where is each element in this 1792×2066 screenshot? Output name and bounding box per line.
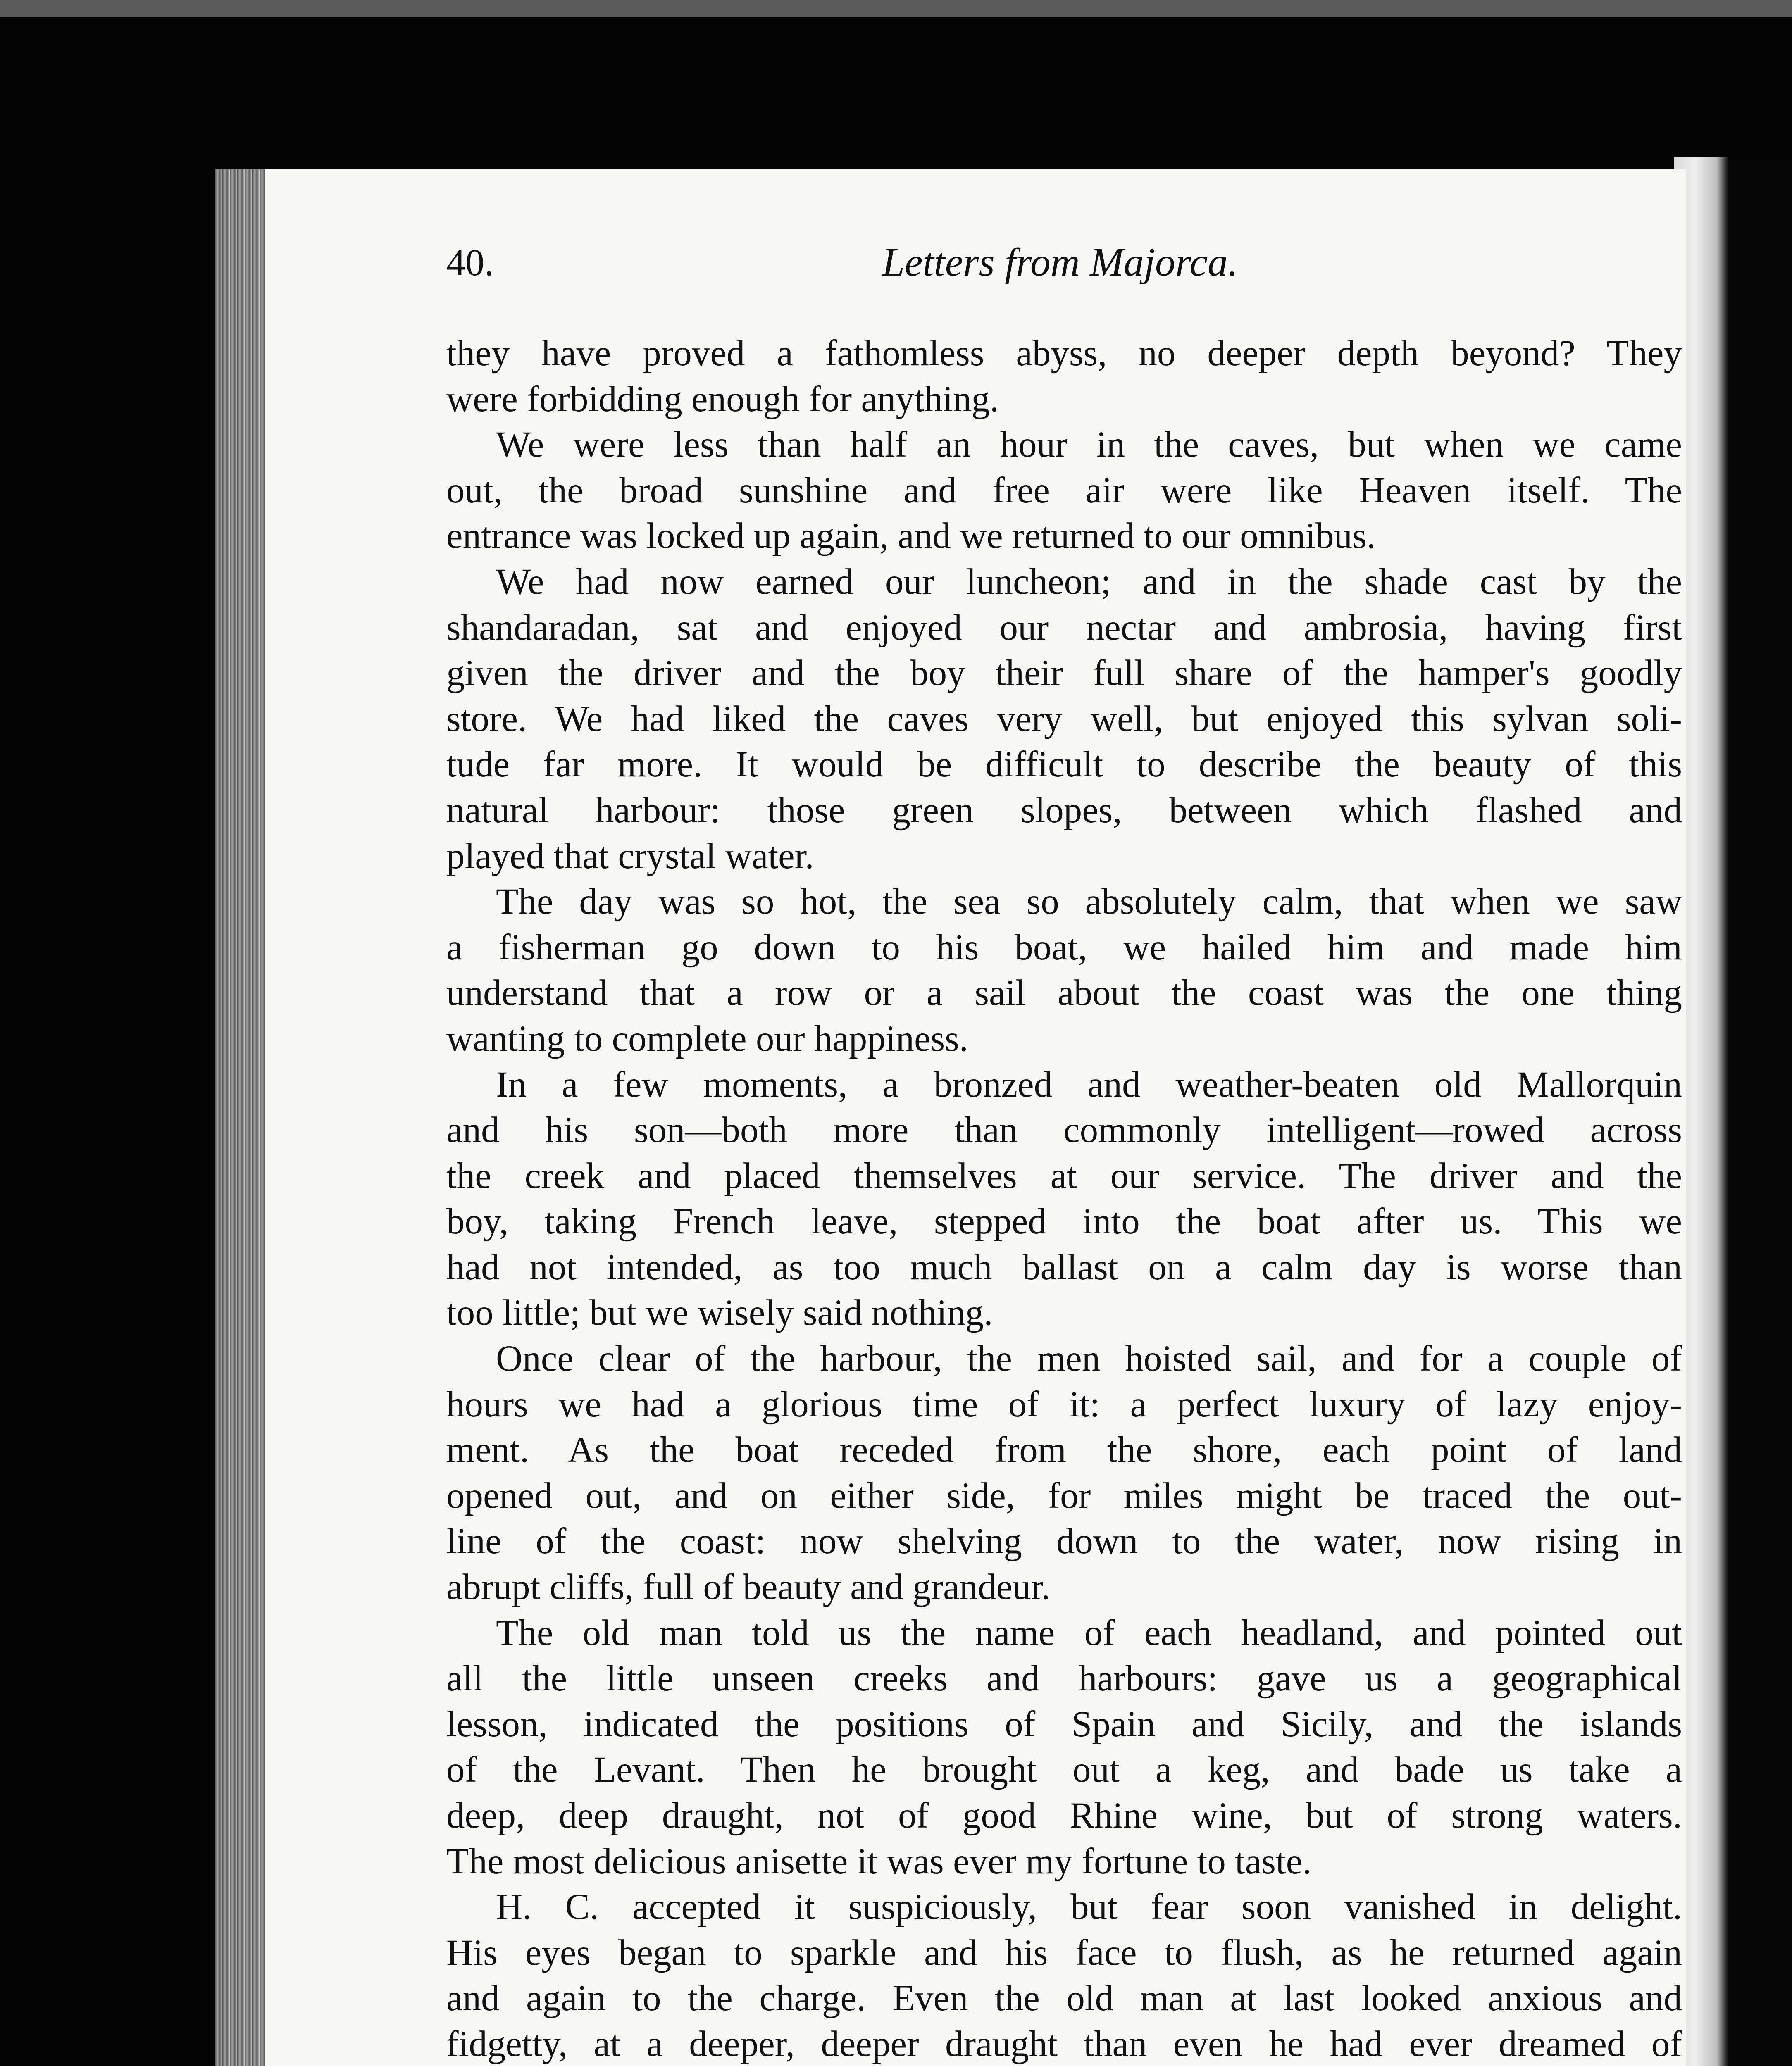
text-line: were forbidding enough for anything.: [446, 378, 999, 419]
text-line: Once clear of the harbour, the men hoisted sail, and for a couple of: [496, 1338, 1682, 1379]
text-line: given the driver and the boy their full share of the hamper's goodly: [446, 653, 1682, 694]
paragraph: [446, 1884, 1682, 2066]
text-line: and again to the charge. Even the old man at last looked anxious and: [446, 1978, 1682, 2019]
text-line: understand that a row or a sail about the coast was the one thing: [446, 973, 1682, 1014]
text-line: entrance was locked up again, and we returned to our omnibus.: [446, 516, 1376, 557]
text-line: hours we had a glorious time of it: a perfect luxury of lazy enjoy-: [446, 1384, 1682, 1425]
text-line: out, the broad sunshine and free air were like Heaven itself. The: [446, 470, 1682, 511]
text-line: H. C. accepted it suspiciously, but fear soon vanished in delight.: [496, 1887, 1682, 1928]
text-line: store. We had liked the caves very well, but enjoyed this sylvan soli-: [446, 698, 1682, 739]
text-line: deep, deep draught, not of good Rhine wine, but of strong waters.: [446, 1795, 1682, 1836]
text-line: We were less than half an hour in the caves, but when we came: [496, 424, 1682, 465]
paragraph: [446, 559, 1682, 879]
text-line: natural harbour: those green slopes, between which flashed and: [446, 790, 1682, 831]
running-title: Letters from Majorca.: [882, 240, 1238, 285]
text-line: abrupt cliffs, full of beauty and grandeur.: [446, 1567, 1051, 1608]
text-line: line of the coast: now shelving down to the water, now rising in: [446, 1521, 1682, 1562]
paragraph: [446, 331, 1682, 422]
text-line: ment. As the boat receded from the shore, each point of land: [446, 1430, 1682, 1471]
body-text: [446, 331, 1682, 2066]
text-line: In a few moments, a bronzed and weather-beaten old Mallorquin: [496, 1064, 1682, 1105]
text-line: tude far more. It would be difficult to describe the beauty of this: [446, 744, 1682, 785]
text-line: the creek and placed themselves at our service. The driver and the: [446, 1155, 1682, 1196]
scan-top-edge: [0, 0, 1792, 17]
paragraph: [446, 1336, 1682, 1610]
text-line: The day was so hot, the sea so absolutely calm, that when we saw: [496, 881, 1682, 922]
paragraph: [446, 879, 1682, 1062]
text-line: a fisherman go down to his boat, we hailed him and made him: [446, 927, 1682, 968]
text-line: His eyes began to sparkle and his face to flush, as he returned again: [446, 1932, 1682, 1973]
text-line: We had now earned our luncheon; and in the shade cast by the: [496, 561, 1682, 602]
text-line: The most delicious anisette it was ever my fortune to taste.: [446, 1841, 1312, 1882]
text-line: shandaradan, sat and enjoyed our nectar and ambrosia, having first: [446, 607, 1682, 648]
text-line: of the Levant. Then he brought out a keg, and bade us take a: [446, 1749, 1682, 1790]
text-line: The old man told us the name of each headland, and pointed out: [496, 1612, 1682, 1653]
text-line: and his son—both more than commonly intelligent—rowed across: [446, 1110, 1682, 1151]
text-line: wanting to complete our happiness.: [446, 1018, 969, 1059]
page-number: 40.: [446, 241, 494, 283]
paragraph: [446, 1062, 1682, 1336]
paragraph: [446, 422, 1682, 559]
text-line: played that crystal water.: [446, 835, 814, 876]
text-line: all the little unseen creeks and harbours: gave us a geographical: [446, 1658, 1682, 1699]
text-line: opened out, and on either side, for miles might be traced the out-: [446, 1475, 1682, 1516]
text-line: lesson, indicated the positions of Spain and Sicily, and the islands: [446, 1704, 1682, 1745]
text-line: they have proved a fathomless abyss, no deeper depth beyond? They: [446, 333, 1682, 374]
text-line: boy, taking French leave, stepped into the boat after us. This we: [446, 1201, 1682, 1242]
scan-right-border: [1728, 157, 1792, 2066]
running-head: [446, 231, 1674, 293]
text-line: had not intended, as too much ballast on a calm day is worse than: [446, 1247, 1682, 1288]
text-line: fidgetty, at a deeper, deeper draught than even he had ever dreamed of: [446, 2023, 1682, 2064]
text-line: too little; but we wisely said nothing.: [446, 1292, 993, 1333]
paragraph: [446, 1610, 1682, 1885]
